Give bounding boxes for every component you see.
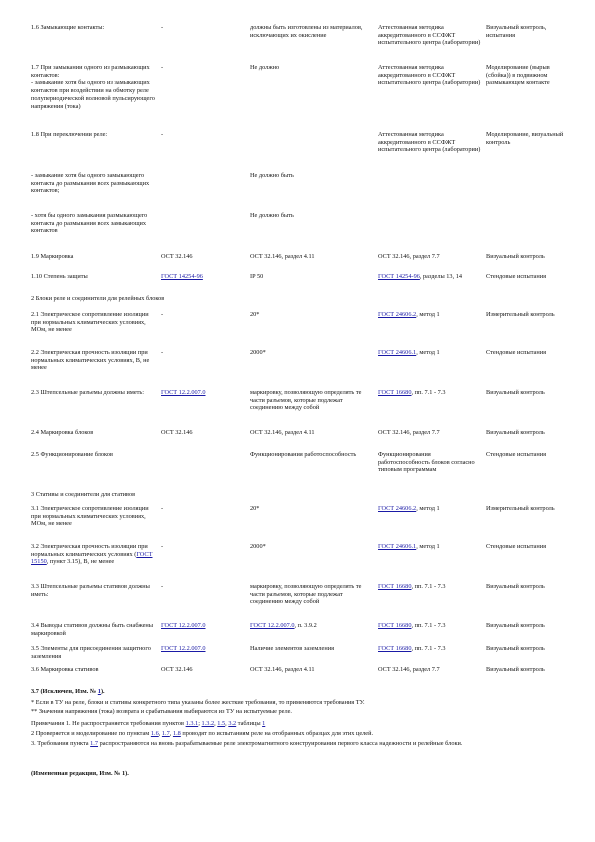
table-cell-c2: - bbox=[161, 543, 164, 550]
clause-link[interactable]: 1 bbox=[262, 720, 266, 727]
revision-note: (Измененная редакция, Изм. № 1). bbox=[31, 770, 129, 777]
standard-link[interactable]: ГОСТ 16680 bbox=[378, 622, 412, 629]
table-cell-c2: - bbox=[161, 311, 164, 318]
table-cell-c3: маркировку, позволяющую определять те части разъемов, которые подлежат соединению между собой bbox=[250, 583, 362, 606]
table-cell-c4: ГОСТ 14254-96, разделы 13, 14 bbox=[378, 273, 463, 280]
table-cell-c1: 2.1 Электрическое сопротивление изоляции при нормальных климатических условиях, МОм, не менее bbox=[31, 311, 149, 334]
standard-link[interactable]: ГОСТ 12.2.007.0 bbox=[161, 389, 206, 396]
table-cell-c3: Наличие элементов заземления bbox=[250, 645, 334, 652]
note-1: Примечания 1. Не распространяется требования пунктов 1.3.1; 1.3.2, 1.5, 3.2 таблицы 1 bbox=[31, 720, 266, 727]
table-cell-c2: ОСТ 32.146 bbox=[161, 253, 193, 260]
table-cell-c5: Визуальный контроль bbox=[486, 389, 545, 396]
table-cell-c5: Измерительный контроль bbox=[486, 311, 555, 318]
table-cell-c4: ОСТ 32.146, раздел 7.7 bbox=[378, 253, 440, 260]
table-cell-c4: Функционирования работоспособность блоков согласно типовым программам bbox=[378, 451, 475, 474]
table-cell-c4: Аттестованная методика аккредитованного в ССФЖТ испытательного центра (лаборатории) bbox=[378, 131, 481, 154]
table-cell-c5: Визуальный контроль bbox=[486, 666, 545, 673]
clause-link[interactable]: 3.2 bbox=[228, 720, 237, 727]
table-cell-c2: - bbox=[161, 349, 164, 356]
table-cell-c2: ОСТ 32.146 bbox=[161, 666, 193, 673]
table-cell-c3: Не должно bbox=[250, 64, 280, 71]
table-cell-c5: Моделирование, визуальный контроль bbox=[486, 131, 564, 146]
footnote-item-3-7: 3.7 (Исключен, Изм. № 1). bbox=[31, 688, 105, 695]
table-cell-c5: Визуальный контроль bbox=[486, 645, 545, 652]
table-cell-c5: Моделирование (вырыв (сбойка)) в подвижном размыкающем контакте bbox=[486, 64, 550, 87]
table-cell-c2: - bbox=[161, 64, 164, 71]
table-cell-c5: Визуальный контроль bbox=[486, 253, 545, 260]
table-cell-c4: ГОСТ 16680, пп. 7.1 - 7.3 bbox=[378, 583, 446, 590]
table-cell-c1: - хотя бы одного замыкания размыкающего контакта до размыкания всех замыкающих контактов bbox=[31, 212, 148, 235]
clause-link[interactable]: 1.8 bbox=[172, 730, 181, 737]
table-cell-c1: 2.5 Функционирование блоков bbox=[31, 451, 113, 458]
table-cell-c5: Визуальный контроль bbox=[486, 429, 545, 436]
note-2: 2 Проверяется и моделирование по пунктам 1.6, 1.7, 1.8 проводят по испытаниям реле на отобранных образцах для этих целей. bbox=[31, 730, 374, 737]
table-cell-c4: ОСТ 32.146, раздел 7.7 bbox=[378, 429, 440, 436]
table-cell-c2 bbox=[161, 273, 247, 281]
table-cell-c3: 2000* bbox=[250, 543, 266, 550]
table-cell-c1: 3.5 Элементы для присоединения защитного заземления bbox=[31, 645, 151, 660]
table-cell-c5: Визуальный контроль bbox=[486, 622, 545, 629]
standard-link[interactable]: ГОСТ 16680 bbox=[378, 645, 412, 652]
clause-link[interactable]: 1.5 bbox=[217, 720, 226, 727]
table-cell-c1: 3.2 Электрическая прочность изоляции при нормальных климатических условиях (ГОСТ 15150, пункт 3.15), В, не менее bbox=[31, 543, 153, 566]
table-cell-c1: 1.8 При переключении реле: bbox=[31, 131, 108, 138]
table-cell-c2 bbox=[161, 622, 247, 630]
table-cell-c3: ОСТ 32.146, раздел 4.11 bbox=[250, 253, 315, 260]
amendment-link[interactable]: 1 bbox=[97, 688, 101, 695]
clause-link[interactable]: 1.6 bbox=[150, 730, 159, 737]
standard-link[interactable]: ГОСТ 15150 bbox=[31, 550, 153, 566]
table-cell-c1: 1.9 Маркировка bbox=[31, 253, 74, 260]
table-cell-c3: маркировку, позволяющую определять те части разъемов, которые подлежат соединению между собой bbox=[250, 389, 362, 412]
table-cell-c3: Функционирования работоспособность bbox=[250, 451, 357, 458]
standard-link[interactable]: ГОСТ 24606.1 bbox=[378, 349, 417, 356]
note-3: 3. Требования пункта 1.7 распространяются на вновь разрабатываемые реле электромагнитного конструирования первого класса надежности и релейные блоки. bbox=[31, 740, 463, 747]
standard-link[interactable]: ГОСТ 12.2.007.0 bbox=[161, 622, 206, 629]
table-cell-c3: Не должно быть bbox=[250, 212, 294, 219]
table-cell-c5: Стендовые испытания bbox=[486, 451, 546, 458]
table-cell-c1: 3.6 Маркировка стативов bbox=[31, 666, 99, 673]
table-cell-c1: 2.4 Маркировка блоков bbox=[31, 429, 94, 436]
clause-link[interactable]: 1.7 bbox=[90, 740, 99, 747]
standard-link[interactable]: ГОСТ 24606.1 bbox=[378, 543, 417, 550]
table-cell-c2: - bbox=[161, 131, 164, 138]
table-cell-c3: 20* bbox=[250, 311, 260, 318]
footnote-double-star: ** Значения напряжения (тока) возврата и срабатывания выбираются из ТУ на испытуемые реле. bbox=[31, 708, 292, 715]
standard-link[interactable]: ГОСТ 14254-96 bbox=[161, 273, 203, 280]
standard-link[interactable]: ГОСТ 16680 bbox=[378, 389, 412, 396]
table-cell-c5: Стендовые испытания bbox=[486, 543, 546, 550]
table-cell-c2 bbox=[161, 389, 247, 397]
table-cell-c1: 3.3 Штепсельные разъемы стативов должны иметь: bbox=[31, 583, 150, 598]
table-cell-c5: Визуальный контроль, испытания bbox=[486, 24, 547, 39]
table-cell-c5: Стендовые испытания bbox=[486, 273, 546, 280]
footnote-star: * Если в ТУ на реле, блоки и стативы конкретного типа указаны более жесткие требования, то применяются требования ТУ. bbox=[31, 699, 365, 706]
table-cell-c4: ОСТ 32.146, раздел 7.7 bbox=[378, 666, 440, 673]
table-cell-c3: ОСТ 32.146, раздел 4.11 bbox=[250, 429, 315, 436]
standard-link[interactable]: ГОСТ 16680 bbox=[378, 583, 412, 590]
table-cell-c2: - bbox=[161, 24, 164, 31]
table-cell-c2 bbox=[161, 645, 247, 653]
table-cell-c4: ГОСТ 24606.2, метод 1 bbox=[378, 311, 440, 318]
table-cell-c4: ГОСТ 24606.2, метод 1 bbox=[378, 505, 440, 512]
table-cell-c4: ГОСТ 16680, пп. 7.1 - 7.3 bbox=[378, 622, 446, 629]
table-cell-c4: ГОСТ 16680, пп. 7.1 - 7.3 bbox=[378, 389, 446, 396]
table-cell-c3: должны быть изготовлены из материалов, исключающих их окисление bbox=[250, 24, 363, 39]
table-cell-c2: - bbox=[161, 505, 164, 512]
table-cell-c3: 20* bbox=[250, 505, 260, 512]
standard-link[interactable]: ГОСТ 12.2.007.0 bbox=[250, 622, 295, 629]
table-cell-c1: 2.3 Штепсельные разъемы должны иметь: bbox=[31, 389, 144, 396]
table-cell-c1: 1.6 Замыкающие контакты: bbox=[31, 24, 105, 31]
standard-link[interactable]: ГОСТ 14254-96 bbox=[378, 273, 420, 280]
table-cell-c1: 3.1 Электрическое сопротивление изоляции при нормальных климатических условиях, МОм, не менее bbox=[31, 505, 149, 528]
clause-link[interactable]: 1.3.1 bbox=[185, 720, 199, 727]
section-heading: 3 Стативы и соединители для стативов bbox=[31, 491, 136, 498]
section-heading: 2 Блоки реле и соединители для релейных блоков bbox=[31, 295, 165, 302]
table-cell-c1: 3.4 Выводы стативов должны быть снабжены маркировкой bbox=[31, 622, 154, 637]
table-cell-c3: Не должно быть bbox=[250, 172, 294, 179]
table-cell-c1: 1.7 При замыкании одного из размыкающих контактов: - замыкание хотя бы одного из замыкающих контактов при воздействии на обмотку реле полупериодической волновой пульсирующего напряжения (тока) bbox=[31, 64, 155, 110]
standard-link[interactable]: ГОСТ 24606.2 bbox=[378, 505, 417, 512]
table-cell-c2: ОСТ 32.146 bbox=[161, 429, 193, 436]
table-cell-c1: 1.10 Степень защиты bbox=[31, 273, 88, 280]
table-cell-c3: 2000* bbox=[250, 349, 266, 356]
table-cell-c1: 2.2 Электрическая прочность изоляции при нормальных климатических условиях, В, не менее bbox=[31, 349, 150, 372]
standard-link[interactable]: ГОСТ 12.2.007.0 bbox=[161, 645, 206, 652]
table-cell-c1: - замыкание хотя бы одного замыкающего контакта до размыкания всех размыкающих контактов; bbox=[31, 172, 150, 195]
table-cell-c4: Аттестованная методика аккредитованного в ССФЖТ испытательного центра (лаборатории) bbox=[378, 64, 481, 87]
table-cell-c3: ГОСТ 12.2.007.0, п. 3.9.2 bbox=[250, 622, 317, 629]
table-cell-c4: Аттестованная методика аккредитованного в ССФЖТ испытательного центра (лаборатории) bbox=[378, 24, 481, 47]
table-cell-c3: IP 50 bbox=[250, 273, 264, 280]
table-cell-c5: Визуальный контроль bbox=[486, 583, 545, 590]
table-cell-c4: ГОСТ 16680, пп. 7.1 - 7.3 bbox=[378, 645, 446, 652]
table-cell-c5: Стендовые испытания bbox=[486, 349, 546, 356]
clause-link[interactable]: 1.7 bbox=[161, 730, 170, 737]
table-cell-c2: - bbox=[161, 583, 164, 590]
table-cell-c5: Измерительный контроль bbox=[486, 505, 555, 512]
standard-link[interactable]: ГОСТ 24606.2 bbox=[378, 311, 417, 318]
clause-link[interactable]: 1.3.2 bbox=[201, 720, 215, 727]
table-cell-c3: ОСТ 32.146, раздел 4.11 bbox=[250, 666, 315, 673]
table-cell-c4: ГОСТ 24606.1, метод 1 bbox=[378, 349, 440, 356]
table-cell-c4: ГОСТ 24606.1, метод 1 bbox=[378, 543, 440, 550]
